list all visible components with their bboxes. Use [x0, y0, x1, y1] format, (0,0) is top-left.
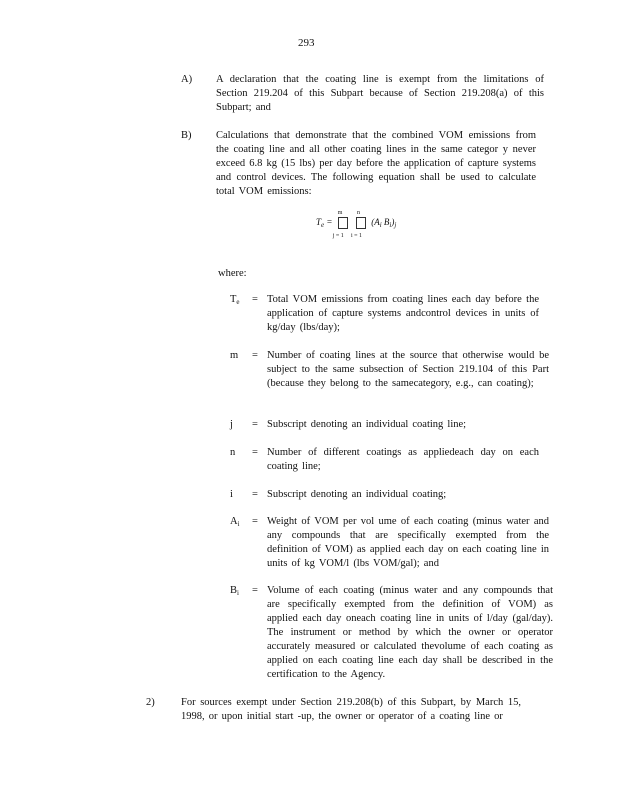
equation-body-b: B	[381, 217, 390, 227]
item-a-marker: A)	[181, 74, 193, 85]
definition-equals: =	[252, 294, 258, 305]
definition-equals: =	[252, 516, 258, 527]
sum-upper-limit-1: m	[337, 210, 343, 216]
definition-equals: =	[252, 447, 258, 458]
where-label: where:	[218, 268, 247, 279]
definition-equals: =	[252, 419, 258, 430]
equation-lhs: T	[316, 217, 322, 227]
definition-text: Weight of VOM per vol ume of each coating (minus water and any compounds that are specifically exempted from the definition of VOM) as applied each day on each coating line in units of kg VOM/l (lbs VOM/gal); and	[267, 516, 549, 569]
equation-body-close-sub: j	[394, 221, 397, 229]
equation-body-sub-b: i	[389, 221, 392, 229]
definition-symbol: i	[230, 489, 233, 500]
equation-equals: =	[326, 217, 333, 227]
definition-symbol: m	[230, 350, 239, 361]
definition-symbol: $A_i$	[230, 516, 240, 528]
equation-body-close: )	[391, 217, 395, 227]
definition-symbol: j	[230, 419, 233, 430]
sum-upper-limit-2: n	[356, 210, 360, 216]
vom-equation	[316, 210, 397, 239]
definition-equals: =	[252, 489, 258, 500]
definition-text: Total VOM emissions from coating lines each day before the application of capture systems andcontrol devices in units of kg/day (lbs/day);	[267, 294, 539, 333]
sum-lower-limit-2: i = 1	[350, 233, 363, 239]
equation-body: (A	[371, 217, 380, 227]
item-2-text: For sources exempt under Section 219.208(b) of this Subpart, by March 15, 1998, or upon initial start -up, the owner or operator of a coating line or	[181, 697, 521, 722]
item-2-marker: 2)	[146, 697, 155, 708]
equation-body-sub-a: i	[379, 221, 382, 229]
item-b-text: Calculations that demonstrate that the combined VOM emissions from the coating line and all other coating lines in the same categor y never exceed 6.8 kg (15 lbs) per day before the application of capture systems and control devices. The following equation shall be used to calculate total VOM emissions:	[216, 130, 536, 197]
definition-equals: =	[252, 585, 258, 596]
definition-symbol: $B_i$	[230, 585, 239, 597]
definition-text: Subscript denoting an individual coating;	[267, 489, 447, 500]
definition-equals: =	[252, 350, 258, 361]
sum-lower-limit-1: j = 1	[332, 233, 344, 239]
equation-lhs-subscript: e	[321, 221, 325, 229]
definition-symbol: $T_e$	[230, 294, 240, 306]
item-a-text: A declaration that the coating line is exempt from the limitations of Section 219.204 of this Subpart because of Section 219.208(a) of this Subpart; and	[216, 74, 544, 113]
definition-symbol: n	[230, 447, 236, 458]
definition-text: Volume of each coating (minus water and any compounds that are specifically exempted from the definition of VOM) as applied each day oneach coating line in units of l/day (gal/day). The instrument or method by which the owner or operator accurately measured or calculated thevolume of each coating as applied on each coating line each day shall be described in the certification to the Agency.	[267, 585, 553, 680]
definition-text: Number of coating lines at the source that otherwise would be subject to the same subsection of Section 219.104 of this Part (because they belong to the samecategory, e.g., can coating);	[267, 350, 549, 389]
definition-text: Subscript denoting an individual coating line;	[267, 419, 467, 430]
page-number: 293	[298, 37, 315, 49]
definition-text: Number of different coatings as appliedeach day on each coating line;	[267, 447, 539, 472]
item-b-marker: B)	[181, 130, 192, 141]
